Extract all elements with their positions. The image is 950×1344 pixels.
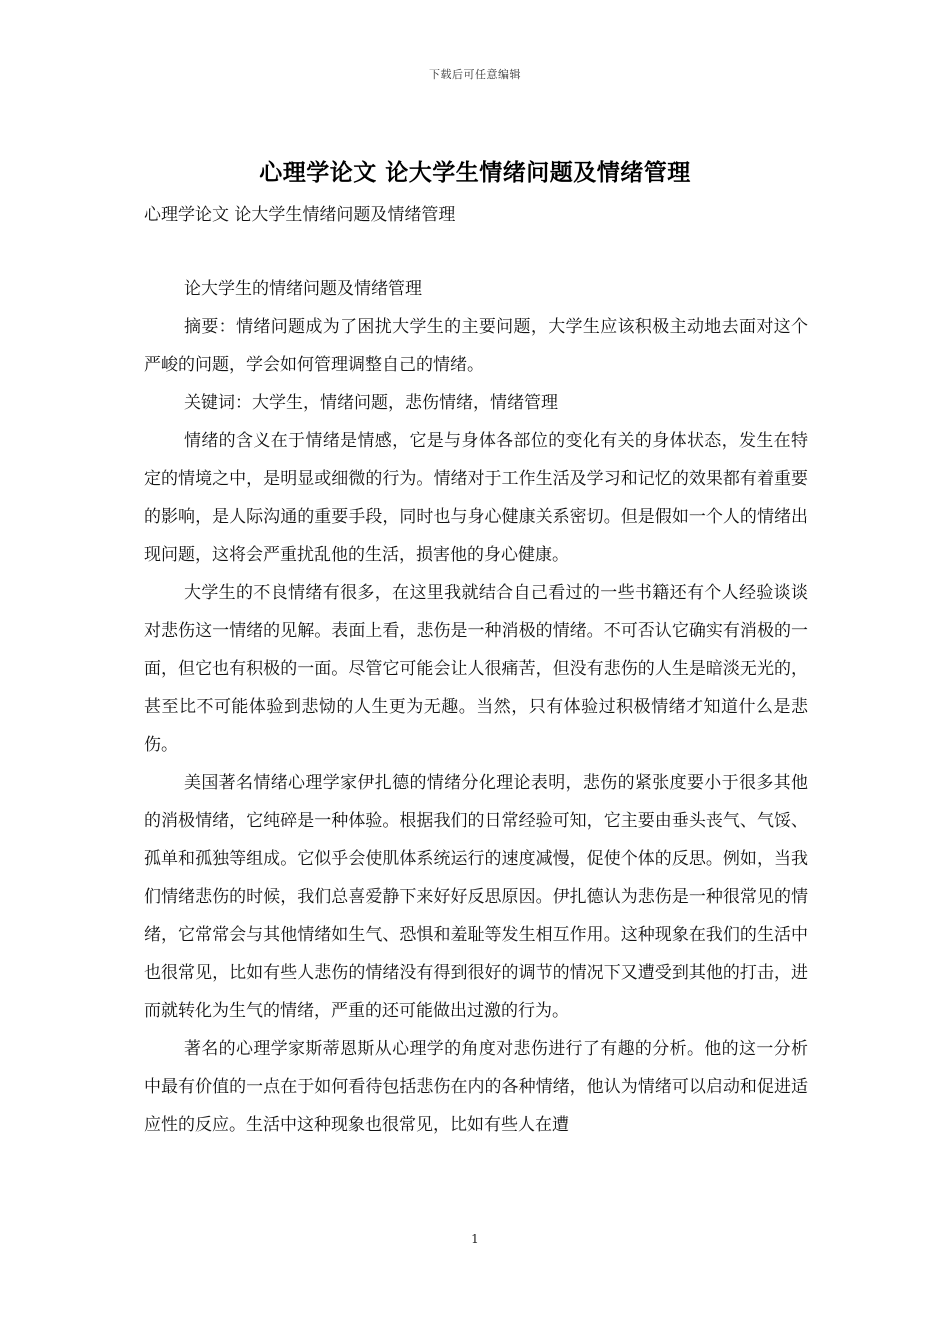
header-note: 下载后可任意编辑: [429, 68, 521, 81]
section-heading: 论大学生的情绪问题及情绪管理: [184, 279, 422, 299]
page-number: 1: [471, 1232, 479, 1246]
abstract-paragraph: 摘要：情绪问题成为了困扰大学生的主要问题，大学生应该积极主动地去面对这个严峻的问题，学会如何管理调整自己的情绪。: [144, 317, 808, 375]
body-paragraph: 大学生的不良情绪有很多，在这里我就结合自己看过的一些书籍还有个人经验谈谈对悲伤这一情绪的见解。表面上看，悲伤是一种消极的情绪。不可否认它确实有消极的一面，但它也有积极的一面。尽管它可能会让人很痛苦，但没有悲伤的人生是暗淡无光的，甚至比不可能体验到悲恸的人生更为无趣。当然，只有体验过积极情绪才知道什么是悲伤。: [144, 583, 808, 755]
body-paragraph: 著名的心理学家斯蒂恩斯从心理学的角度对悲伤进行了有趣的分析。他的这一分析中最有价值的一点在于如何看待包括悲伤在内的各种情绪，他认为情绪可以启动和促进适应性的反应。生活中这种现象也很常见，比如有些人在遭: [144, 1039, 808, 1135]
document-body: [144, 270, 808, 1144]
keywords-paragraph: 关键词：大学生，情绪问题，悲伤情绪，情绪管理: [184, 393, 558, 413]
document-subtitle: 心理学论文 论大学生情绪问题及情绪管理: [144, 205, 456, 225]
body-paragraph: 情绪的含义在于情绪是情感，它是与身体各部位的变化有关的身体状态，发生在特定的情境之中，是明显或细微的行为。情绪对于工作生活及学习和记忆的效果都有着重要的影响，是人际沟通的重要手段，同时也与身心健康关系密切。但是假如一个人的情绪出现问题，这将会严重扰乱他的生活，损害他的身心健康。: [144, 431, 808, 565]
document-title: 心理学论文 论大学生情绪问题及情绪管理: [259, 159, 691, 186]
body-paragraph: 美国著名情绪心理学家伊扎德的情绪分化理论表明，悲伤的紧张度要小于很多其他的消极情绪，它纯碎是一种体验。根据我们的日常经验可知，它主要由垂头丧气、气馁、孤单和孤独等组成。它似乎会使肌体系统运行的速度减慢，促使个体的反思。例如，当我们情绪悲伤的时候，我们总喜爱静下来好好反思原因。伊扎德认为悲伤是一种很常见的情绪，它常常会与其他情绪如生气、恐惧和羞耻等发生相互作用。这种现象在我们的生活中也很常见，比如有些人悲伤的情绪没有得到很好的调节的情况下又遭受到其他的打击，进而就转化为生气的情绪，严重的还可能做出过激的行为。: [144, 773, 808, 1021]
